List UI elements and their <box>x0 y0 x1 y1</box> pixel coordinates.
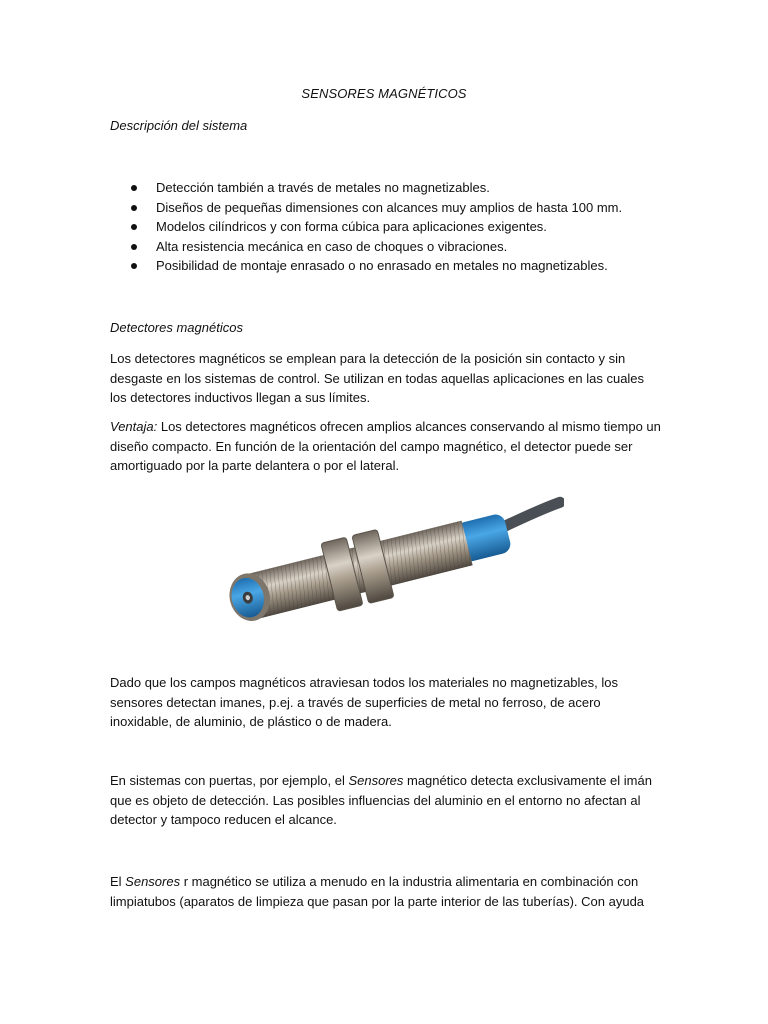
bullet-icon <box>131 185 137 191</box>
paragraph-intro: Los detectores magnéticos se emplean para la detección de la posición sin contacto y sin desgaste en los sistemas de control. Se utilizan en todas aquellas aplicaciones en las cuales los detectores inductivos llegan a sus límites. <box>110 351 645 406</box>
page-title: SENSORES MAGNÉTICOS <box>301 86 467 101</box>
bullet-icon <box>131 205 137 211</box>
paragraph-campos: Dado que los campos magnéticos atraviesan todos los materiales no magnetizables, los sensores detectan imanes, p.ej. a través de superficies de metal no ferroso, de acero inoxidable, de aluminio, de plástico o de madera. <box>110 675 618 730</box>
list-item <box>110 237 670 257</box>
list-item-text: Detección también a través de metales no magnetizables. <box>156 180 490 195</box>
p4-text-a: En sistemas con puertas, por ejemplo, el <box>110 773 349 788</box>
p5-text-a: El <box>110 874 126 889</box>
sensor-photo <box>212 492 564 654</box>
feature-list <box>110 178 670 276</box>
list-item-text: Diseños de pequeñas dimensiones con alcances muy amplios de hasta 100 mm. <box>156 199 623 215</box>
p4-text-b: magnético detecta exclusivamente el imán que es objeto de detección. Las posibles influencias del aluminio en el entorno no afectan al detector y tampoco reducen el alcance. <box>110 773 652 828</box>
bullet-icon <box>131 263 137 269</box>
ventaja-text: Los detectores magnéticos ofrecen amplios alcances conservando al mismo tiempo un diseño compacto. En función de la orientación del campo magnético, el detector puede ser amortiguado por la parte delantera o por el lateral. <box>110 419 661 474</box>
list-item-text: Alta resistencia mecánica en caso de choques o vibraciones. <box>156 238 508 254</box>
paragraph-ventaja <box>110 417 662 476</box>
paragraph-puertas <box>110 771 662 830</box>
p4-emphasis: Sensores <box>348 773 404 788</box>
list-item <box>110 178 670 198</box>
list-item-text: Modelos cilíndricos y con forma cúbica para aplicaciones exigentes. <box>156 219 547 234</box>
section-heading-descripcion: Descripción del sistema <box>110 118 248 133</box>
list-item-text: Posibilidad de montaje enrasado o no enrasado en metales no magnetizables. <box>156 258 608 273</box>
bullet-icon <box>131 224 137 230</box>
p5-emphasis: Sensores <box>125 874 181 889</box>
list-item <box>110 217 670 237</box>
list-item <box>110 256 670 276</box>
paragraph-alimentaria <box>110 872 662 911</box>
p5-text-b: r magnético se utiliza a menudo en la industria alimentaria en combinación con limpiatubos (aparatos de limpieza que pasan por la parte interior de las tuberías). Con ayuda <box>110 874 645 909</box>
list-item <box>110 198 670 218</box>
ventaja-label: Ventaja: <box>110 419 158 434</box>
section-heading-detectores: Detectores magnéticos <box>110 320 243 335</box>
bullet-icon <box>131 244 137 250</box>
